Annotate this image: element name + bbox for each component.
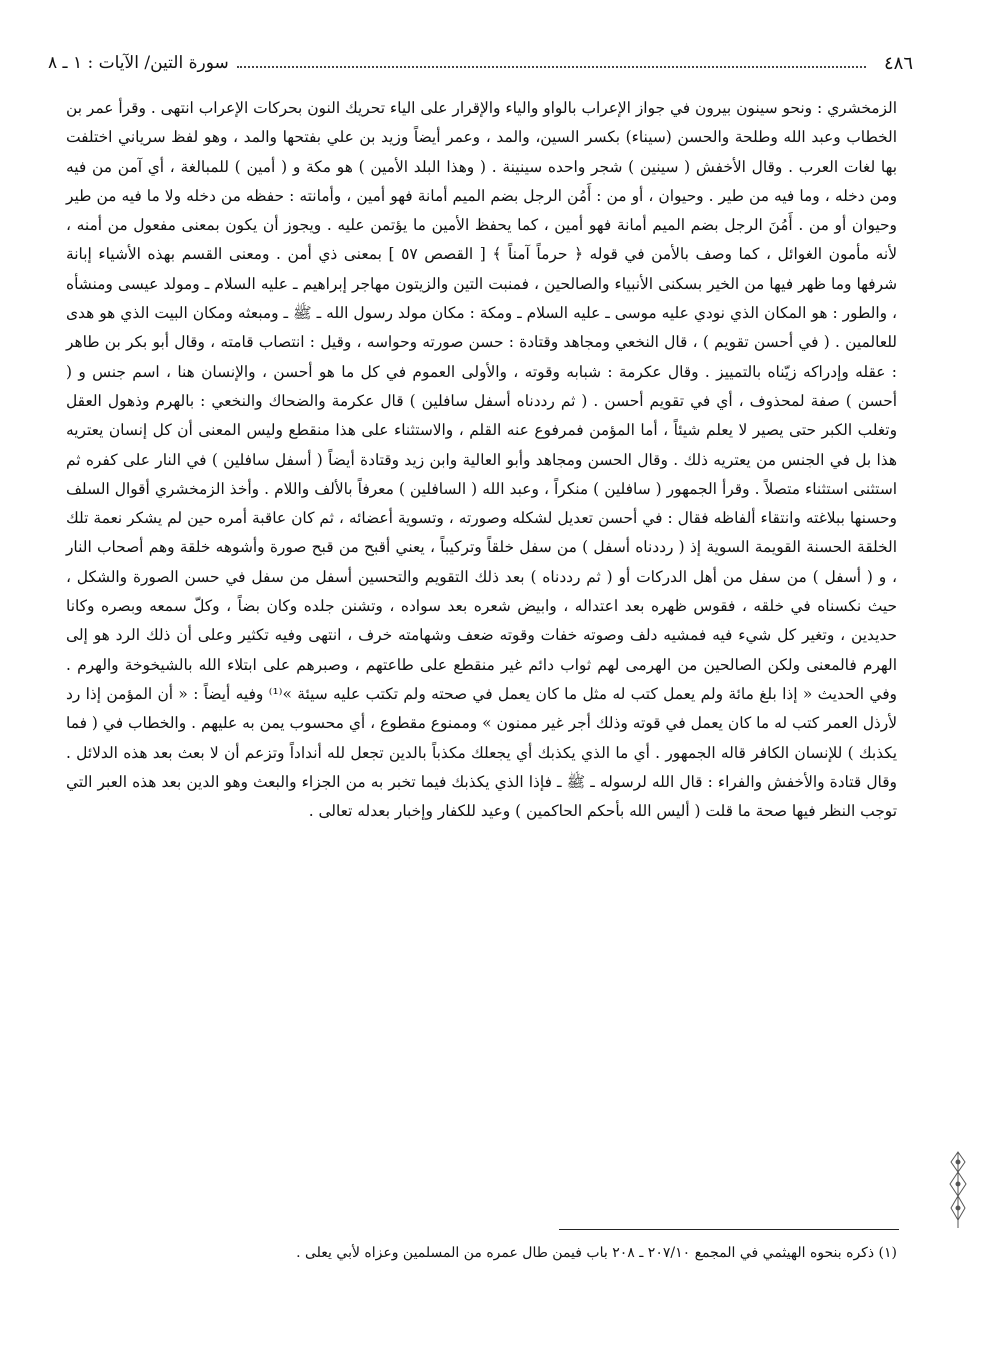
main-paragraph: الزمخشري : ونحو سينون بيرون في جواز الإعراب بالواو والياء والإقرار على الياء تحريك النون بحركات الإعراب انتهى . وقرأ عمر بن الخطاب وعبد الله وطلحة والحسن (سيناء) بكسر السين، والمد ، وعمر أيضاً وزيد بن علي بفتحها والمد ، وهو لفظ سرياني اختلفت بها لغات العرب . وقال الأخفش ( سينين ) شجر واحده سينينة . ( وهذا البلد الأمين ) هو مكة و ( أمين ) للمبالغة ، أي آمن من فيه ومن دخله ، وما فيه من طير . وحيوان ، أو من : أَمُن الرجل بضم الميم أمانة فهو أمين ، وأمانته : حفظه من دخله ولا ما فيه من طير وحيوان أو من . أَمُنَ الرجل بضم الميم أمانة فهو أمين ، كما يحفظ الأمين ما يؤتمن عليه . ويجوز أن يكون بمعنى مفعول من أمنه ، لأنه مأمون الغوائل ، كما وصف بالأمن في قوله ﴿ حرماً آمناً ﴾ [ القصص ٥٧ ] بمعنى ذي أمن . ومعنى القسم بهذه الأشياء إبانة شرفها وما ظهر فيها من الخير بسكنى الأنبياء والصالحين ، فمنبت التين والزيتون مهاجر إبراهيم ـ عليه السلام ـ ومولد عيسى ومنشأه ، والطور : هو المكان الذي نودي عليه موسى ـ عليه السلام ـ ومكة : مكان مولد رسول الله ـ ﷺ ـ ومبعثه ومكان البيت الذي هو هدى للعالمين . ( في أحسن تقويم ) ، قال النخعي ومجاهد وقتادة : حسن صورته وحواسه ، وقيل : انتصاب قامته ، وقال أبو بكر بن طاهر : عقله وإدراكه زيّناه بالتمييز . وقال عكرمة : شبابه وقوته ، والأولى العموم في كل ما هو أحسن ، والإنسان هنا ، اسم جنس و ( أحسن ) صفة لمحذوف ، أي في تقويم أحسن . ( ثم رددناه أسفل سافلين ) قال عكرمة والضحاك والنخعي : بالهرم وذهول العقل وتغلب الكبر حتى يصير لا يعلم شيئاً ، أما المؤمن فمرفوع عنه القلم ، والاستثناء على هذا منقطع وليس المعنى أن كل إنسان يعتريه هذا بل في الجنس من يعتريه ذلك . وقال الحسن ومجاهد وأبو العالية وابن زيد وقتادة أيضاً ( أسفل سافلين ) في النار على كفره ثم استثنى استثناء متصلاً . وقرأ الجمهور ( سافلين ) منكراً ، وعبد الله ( السافلين ) معرفاً بالألف واللام . وأخذ الزمخشري أقوال السلف وحسنها ببلاغته وانتقاء ألفاظه فقال : في أحسن تعديل لشكله وصورته ، وتسوية أعضائه ، ثم كان عاقبة أمره حين لم يشكر نعمة تلك الخلقة الحسنة القويمة السوية إذ ( رددناه أسفل ) من سفل خلقاً وتركيباً ، يعني أقبح من قبح صورة وأشوهه خلقة وهم أصحاب النار ، و ( أسفل ) من سفل من أهل الدركات أو ( ثم رددناه ) بعد ذلك التقويم والتحسين أسفل من سفل في حسن الصورة والشكل ، حيث نكسناه في خلقه ، فقوس ظهره بعد اعتداله ، وابيض شعره بعد سواده ، وتشنن جلده وكان بضاً ، وكلّ سمعه وبصره وكانا حديدين ، وتغير كل شيء فيه فمشيه دلف وصوته خفات وقوته ضعف وشهامته خرف ، انتهى وفيه تكثير وعلى أن ذلك الرد هو إلى الهرم فالمعنى ولكن الصالحين من الهرمى لهم ثواب دائم غير منقطع على طاعتهم ، وصبرهم على ابتلاء الله بالشيخوخة والهرم . وفي الحديث « إذا بلغ مائة ولم يعمل كتب له مثل ما كان يعمل في صحته ولم تكتب عليه سيئة »⁽¹⁾ وفيه أيضاً : « أن المؤمن إذا رد لأرذل العمر كتب له ما كان يعمل في قوته وذلك أجر غير ممنون » وممنوع مقطوع ، أي محسوب يمن به عليهم . والخطاب في ( فما يكذبك ) للإنسان الكافر قاله الجمهور . أي ما الذي يكذبك أي يجعلك مكذباً بالدين تجعل لله أنداداً وتزعم أن لا بعث بعد هذه الدلائل . وقال قتادة والأخفش والفراء : قال الله لرسوله ـ ﷺ ـ فإذا الذي يكذبك فيما تخبر به من الجزاء والبعث وهو الدين بعد هذه العبر التي توجب النظر فيها صحة ما قلت ( أليس الله بأحكم الحاكمين ) وعيد للكفار وإخبار بعدله تعالى . <box>66 99 897 821</box>
page-header <box>48 46 913 80</box>
running-title: سورة التين/ الآيات : ١ ـ ٨ <box>48 53 229 73</box>
page-number: ٤٨٦ <box>883 52 913 74</box>
footnote-separator <box>559 1229 899 1230</box>
margin-ornament-icon <box>945 1150 971 1230</box>
header-dotted-leader <box>237 66 866 68</box>
main-text <box>66 94 897 826</box>
footnote: (١) ذكره بنحوه الهيثمي في المجمع ٢٠٧/١٠ ـ ٢٠٨ باب فيمن طال عمره من المسلمين وعزاه لأبي يعلى . <box>296 1245 897 1261</box>
